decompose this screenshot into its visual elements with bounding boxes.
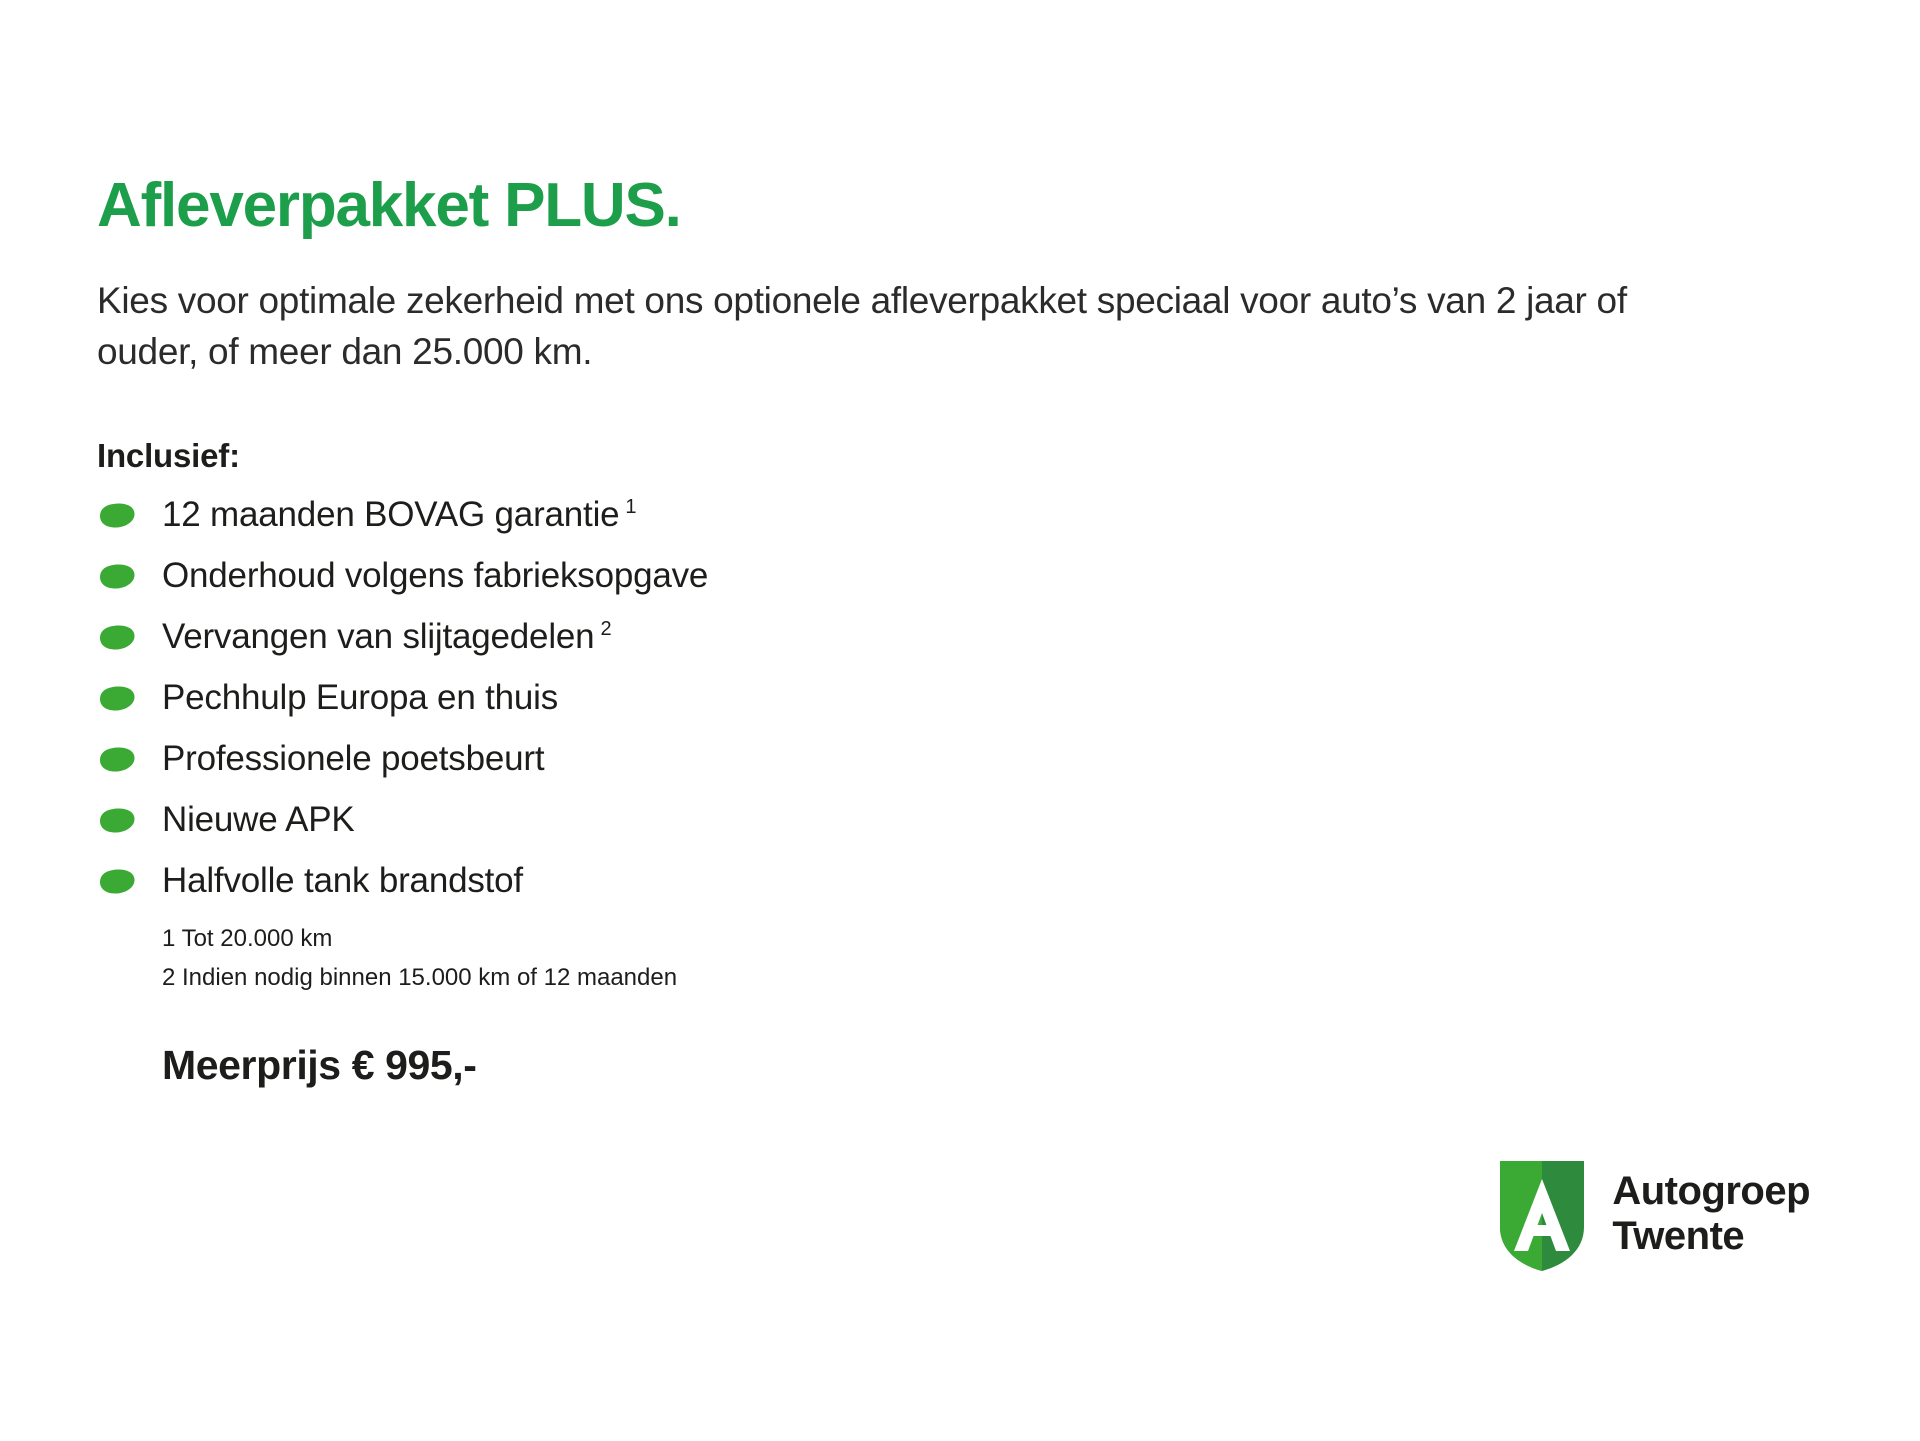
leaf-bullet-icon (97, 747, 135, 772)
list-item (97, 554, 1920, 598)
feature-label: Pechhulp Europa en thuis (162, 677, 559, 717)
feature-label: Nieuwe APK (162, 799, 355, 839)
brand-logo (1494, 1155, 1810, 1273)
feature-label: Halfvolle tank brandstof (162, 860, 523, 900)
includes-title: Inclusief: (97, 437, 240, 475)
leaf-bullet-icon (97, 686, 135, 711)
logo-wordmark (1612, 1169, 1810, 1259)
leaf-bullet-icon (97, 625, 135, 650)
leaf-bullet-icon (97, 869, 135, 894)
features-list (97, 493, 1920, 903)
list-item (97, 615, 1920, 659)
list-item (97, 676, 1920, 720)
feature-label: Onderhoud volgens fabrieksopgave (162, 555, 709, 595)
logo-line-2: Twente (1612, 1214, 1745, 1258)
footnote-marker: 1 (625, 496, 637, 519)
footnote-1: 1 Tot 20.000 km (162, 925, 333, 953)
list-item (97, 798, 1920, 842)
footnote-2: 2 Indien nodig binnen 15.000 km of 12 maanden (162, 963, 678, 991)
intro-text: Kies voor optimale zekerheid met ons optionele afleverpakket speciaal voor auto’s van 2 jaar of ouder, of meer dan 25.000 km. (97, 280, 1627, 373)
footnotes (162, 920, 1920, 998)
shield-a-logo-icon (1494, 1155, 1590, 1273)
list-item (97, 859, 1920, 903)
feature-label: Vervangen van slijtagedelen $^2$ (162, 616, 612, 656)
leaf-bullet-icon (97, 503, 135, 528)
feature-label: 12 maanden BOVAG garantie $^1$ (162, 494, 637, 534)
leaf-bullet-icon (97, 808, 135, 833)
feature-label: Professionele poetsbeurt (162, 738, 545, 778)
logo-line-1: Autogroep (1612, 1169, 1810, 1214)
list-item (97, 737, 1920, 781)
leaf-bullet-icon (97, 564, 135, 589)
page-title: Afleverpakket PLUS. (97, 171, 681, 240)
price-label: Meerprijs € 995,- (162, 1041, 477, 1088)
footnote-marker: 2 (600, 618, 612, 641)
list-item (97, 493, 1920, 537)
